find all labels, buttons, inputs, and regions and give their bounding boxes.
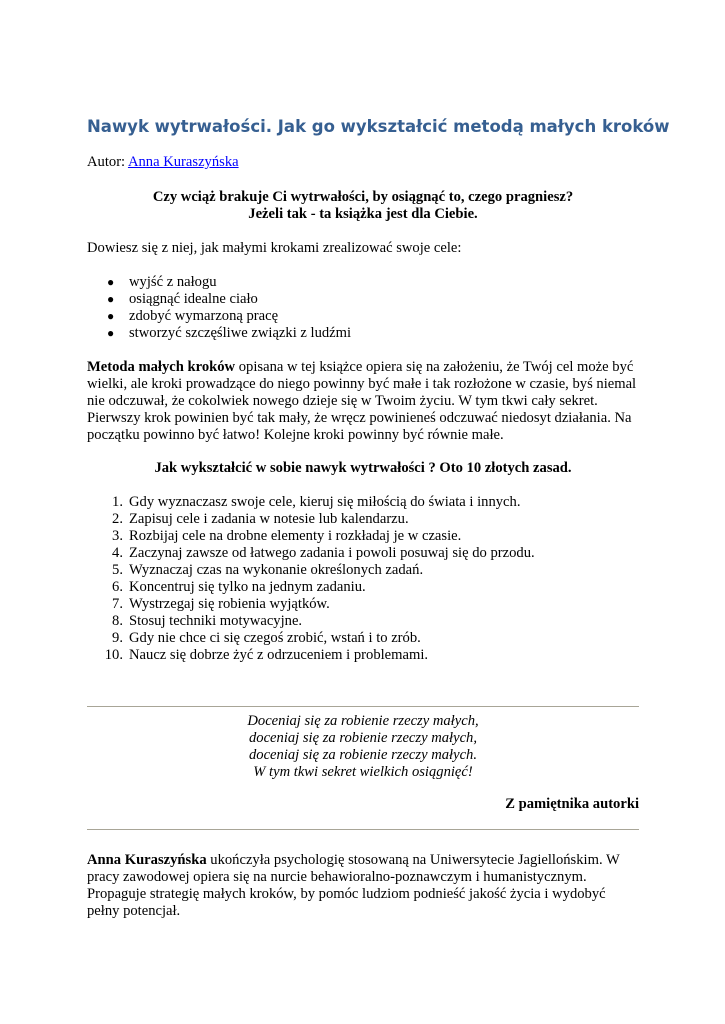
list-number: 5. [112,562,123,578]
method-term: Metoda małych kroków [87,359,236,375]
paragraph-line: pracy zawodowej opiera się na nurcie behawioralno-poznawczym i humanistycznym. [87,869,587,885]
list-item [87,274,351,291]
list-number: 3. [112,528,123,544]
divider [87,706,639,707]
list-item [87,528,535,545]
list-item [87,291,351,308]
list-item-text: Rozbijaj cele na drobne elementy i rozkładaj je w czasie. [129,528,462,544]
list-item-text: Stosuj techniki motywacyjne. [129,613,303,629]
list-item-text: osiągnąć idealne ciało [129,291,258,307]
quote-block [87,713,639,781]
bio-author-name: Anna Kuraszyńska [87,852,207,868]
list-item [87,596,535,613]
document-title: Nawyk wytrwałości. Jak go wykształcić metodą małych kroków [87,117,670,136]
author-label: Autor: [87,154,128,170]
divider [87,829,639,830]
list-item-text: wyjść z nałogu [129,274,217,290]
list-item [87,613,535,630]
paragraph-line: pełny potencjał. [87,903,181,919]
intro-line-1: Czy wciąż brakuje Ci wytrwałości, by osiągnąć to, czego pragniesz? [152,189,574,205]
list-item-text: Koncentruj się tylko na jednym zadaniu. [129,579,366,595]
list-item-text: Naucz się dobrze żyć z odrzuceniem i problemami. [129,647,429,663]
rules-list [87,494,535,664]
quote-line: doceniaj się za robienie rzeczy małych. [248,747,478,763]
list-item [87,579,535,596]
list-number: 1. [112,494,123,510]
list-item-text: Wystrzegaj się robienia wyjątków. [129,596,330,612]
paragraph-line: Propaguje strategię małych kroków, by pomóc ludziom podnieść jakość życia i wydobyć [87,886,606,902]
list-item [87,562,535,579]
list-number: 4. [112,545,123,561]
intro-line-2: Jeżeli tak - ta książka jest dla Ciebie. [248,206,478,222]
bullet-icon: ● [107,292,115,306]
rules-heading: Jak wykształcić w sobie nawyk wytrwałości ? Oto 10 złotych zasad. [154,460,572,476]
method-paragraph [87,359,639,444]
quote-signature: Z pamiętnika autorki [505,796,639,812]
list-item-text: Zaczynaj zawsze od łatwego zadania i powoli posuwaj się do przodu. [129,545,535,561]
list-item-text: stworzyć szczęśliwe związki z ludźmi [129,325,352,341]
list-item-text: Gdy wyznaczasz swoje cele, kieruj się miłością do świata i innych. [129,494,521,510]
list-item [87,325,351,342]
list-number: 8. [112,613,123,629]
author-bio [87,852,639,920]
paragraph-line: Pierwszy krok powinien być tak mały, że wręcz powinieneś odczuwać niedosyt działania. Na [87,410,632,426]
list-item-text: zdobyć wymarzoną pracę [129,308,279,324]
goals-list [87,274,351,342]
list-number: 10. [104,647,123,663]
list-item [87,308,351,325]
author-link[interactable]: Anna Kuraszyńska [127,154,239,170]
paragraph-line: Metoda małych kroków opisana w tej książce opiera się na założeniu, że Twój cel może być [87,359,634,375]
bullet-icon: ● [107,309,115,323]
paragraph-line: Anna Kuraszyńska ukończyła psychologię stosowaną na Uniwersytecie Jagiellońskim. W [87,852,620,868]
paragraph-line: początku powinno być łatwo! Kolejne kroki powinny być równie małe. [87,427,504,443]
list-item [87,545,535,562]
intro-question [87,189,639,223]
list-item [87,647,535,664]
lead-text: Dowiesz się z niej, jak małymi krokami zrealizować swoje cele: [87,240,462,256]
bullet-icon: ● [107,326,115,340]
list-item [87,630,535,647]
list-item-text: Gdy nie chce ci się czegoś zrobić, wstań i to zrób. [129,630,421,646]
list-item [87,511,535,528]
quote-line: Doceniaj się za robienie rzeczy małych, [247,713,479,729]
quote-line: doceniaj się za robienie rzeczy małych, [248,730,478,746]
quote-line: W tym tkwi sekret wielkich osiągnięć! [253,764,473,780]
list-number: 2. [112,511,123,527]
author-line [87,154,239,171]
list-item [87,494,535,511]
list-number: 9. [112,630,123,646]
list-number: 7. [112,596,123,612]
bullet-icon: ● [107,275,115,289]
paragraph-line: nie odczuwał, że cokolwiek nowego dzieje się w Twoim życiu. W tym tkwi cały sekret. [87,393,598,409]
list-item-text: Zapisuj cele i zadania w notesie lub kalendarzu. [129,511,409,527]
list-item-text: Wyznaczaj czas na wykonanie określonych zadań. [129,562,424,578]
list-number: 6. [112,579,123,595]
paragraph-line: wielki, ale kroki prowadzące do niego powinny być małe i tak rozłożone w czasie, byś niemal [87,376,637,392]
